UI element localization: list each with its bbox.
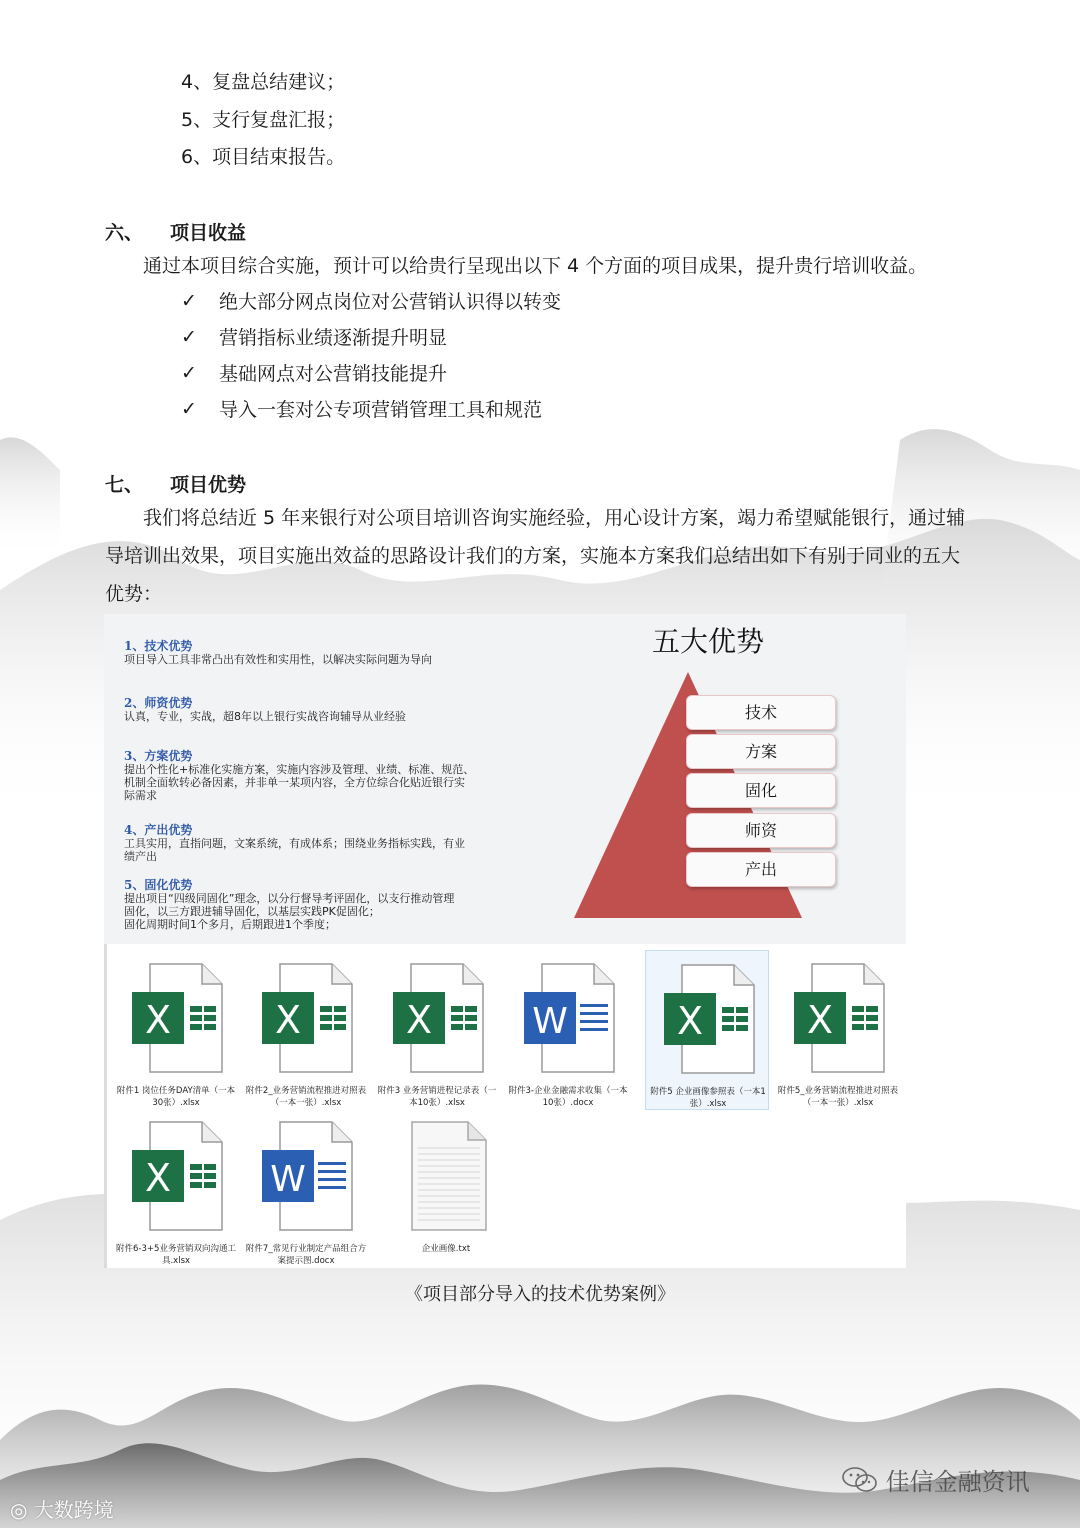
advantage-text: 际需求 bbox=[124, 789, 157, 802]
check-item: 导入一套对公专项营销管理工具和规范 bbox=[219, 399, 543, 421]
advantage-text: 机制全面软转必备因素，并非单一某项内容，全方位综合化贴近银行实 bbox=[124, 776, 465, 789]
pyramid-tier: 固化 bbox=[686, 773, 836, 808]
section-title: 项目优势 bbox=[170, 474, 247, 496]
logo-icon: ◎ bbox=[10, 1498, 34, 1522]
file-item[interactable] bbox=[114, 950, 238, 1110]
excel-file-icon bbox=[660, 963, 756, 1075]
advantage-text: 固化，以三方跟进辅导固化，以基层实践PK促固化； bbox=[124, 905, 380, 918]
advantage-item bbox=[124, 824, 554, 863]
svg-text:W: W bbox=[270, 1159, 306, 1200]
five-advantages-figure bbox=[104, 614, 906, 944]
check-item: 营销指标业绩逐渐提升明显 bbox=[219, 327, 448, 349]
panel-title: 五大优势 bbox=[652, 625, 765, 658]
checkmark-icon: ✓ bbox=[181, 362, 197, 384]
file-item-selected[interactable] bbox=[645, 950, 769, 1110]
section-number: 七、 bbox=[105, 474, 144, 496]
excel-file-icon bbox=[790, 962, 886, 1074]
section-number: 六、 bbox=[105, 222, 144, 244]
advantage-text: 绩产出 bbox=[124, 850, 157, 863]
svg-text:X: X bbox=[405, 998, 433, 1042]
file-name: 附件5 企业画像参照表（一本1张）.xlsx bbox=[650, 1087, 766, 1109]
file-item[interactable] bbox=[776, 950, 900, 1110]
advantage-text: 固化周期时间1个多月，后期跟进1个季度； bbox=[124, 918, 336, 931]
file-item[interactable] bbox=[384, 1108, 508, 1268]
svg-text:X: X bbox=[676, 999, 704, 1043]
figure-caption: 《项目部分导入的技术优势案例》 bbox=[405, 1284, 675, 1305]
advantage-item bbox=[124, 750, 554, 802]
pyramid-tier: 技术 bbox=[686, 695, 836, 730]
checkmark-icon: ✓ bbox=[181, 326, 197, 348]
advantage-title: 2、师资优势 bbox=[124, 696, 193, 710]
watermark-left bbox=[10, 1494, 114, 1523]
advantage-title: 1、技术优势 bbox=[124, 639, 193, 653]
check-item: 绝大部分网点岗位对公营销认识得以转变 bbox=[219, 291, 562, 313]
advantage-item bbox=[124, 640, 554, 666]
list-item: 5、支行复盘汇报； bbox=[181, 109, 346, 131]
svg-text:X: X bbox=[274, 998, 302, 1042]
advantage-text: 认真，专业，实战，超8年以上银行实战咨询辅导从业经验 bbox=[124, 710, 406, 723]
file-name: 附件7_常见行业制定产品组合方案提示图.docx bbox=[245, 1244, 367, 1266]
file-name: 附件5_业务营销流程推进对照表（一本一张）.xlsx bbox=[777, 1086, 899, 1108]
svg-text:X: X bbox=[806, 998, 834, 1042]
file-name: 附件3-企业金融需求收集（一本10张）.docx bbox=[508, 1086, 628, 1108]
advantage-text: 提出个性化+标准化实施方案，实施内容涉及管理、业绩、标准、规范、 bbox=[124, 763, 475, 776]
checkmark-icon: ✓ bbox=[181, 290, 197, 312]
paragraph-line: 导培训出效果，项目实施出效益的思路设计我们的方案，实施本方案我们总结出如下有别于同业的五大 bbox=[105, 545, 961, 567]
file-name: 附件1 岗位任务DAY清单（一本30张）.xlsx bbox=[116, 1086, 236, 1108]
advantage-text: 提出项目“四级同固化”理念，以分行督导考评固化，以支行推动管理 bbox=[124, 892, 455, 905]
file-name: 企业画像.txt bbox=[421, 1244, 471, 1254]
advantage-title: 4、产出优势 bbox=[124, 823, 193, 837]
watermark-right bbox=[842, 1462, 1030, 1500]
list-item: 6、项目结束报告。 bbox=[181, 146, 346, 168]
advantage-item bbox=[124, 697, 554, 723]
advantage-text: 工具实用，直指问题，文案系统，有成体系；围绕业务指标实践，有业 bbox=[124, 837, 465, 850]
word-file-icon bbox=[520, 962, 616, 1074]
advantage-title: 3、方案优势 bbox=[124, 749, 193, 763]
scrollbar bbox=[104, 944, 107, 1268]
svg-text:X: X bbox=[144, 1156, 172, 1200]
svg-text:X: X bbox=[144, 998, 172, 1042]
file-name: 附件3 业务营销进程记录表（一本10张）.xlsx bbox=[377, 1086, 497, 1108]
excel-file-icon bbox=[258, 962, 354, 1074]
file-item[interactable] bbox=[244, 1108, 368, 1268]
checkmark-icon: ✓ bbox=[181, 398, 197, 420]
file-item[interactable] bbox=[244, 950, 368, 1110]
pyramid-tier: 师资 bbox=[686, 813, 836, 848]
file-name: 附件2_业务营销流程推进对照表（一本一张）.xlsx bbox=[245, 1086, 367, 1108]
paragraph-line: 我们将总结近 5 年来银行对公项目培训咨询实施经验，用心设计方案，竭力希望赋能银行，通过辅 bbox=[143, 507, 966, 529]
pyramid-tier: 产出 bbox=[686, 852, 836, 887]
file-explorer-grid bbox=[104, 944, 906, 1268]
text-file-icon bbox=[398, 1120, 494, 1232]
section-intro: 通过本项目综合实施，预计可以给贵行呈现出以下 4 个方面的项目成果，提升贵行培训收益。 bbox=[143, 255, 928, 277]
file-item[interactable] bbox=[375, 950, 499, 1110]
wechat-icon bbox=[842, 1466, 878, 1500]
file-name: 附件6-3+5业务营销双向沟通工具.xlsx bbox=[116, 1244, 236, 1266]
excel-file-icon bbox=[128, 962, 224, 1074]
check-item: 基础网点对公营销技能提升 bbox=[219, 363, 448, 385]
excel-file-icon bbox=[128, 1120, 224, 1232]
pyramid-tier: 方案 bbox=[686, 734, 836, 769]
file-item[interactable] bbox=[114, 1108, 238, 1268]
advantage-title: 5、固化优势 bbox=[124, 878, 193, 892]
word-file-icon bbox=[258, 1120, 354, 1232]
watermark-text: 佳信金融资讯 bbox=[885, 1468, 1030, 1496]
excel-file-icon bbox=[389, 962, 485, 1074]
svg-text:W: W bbox=[532, 1001, 568, 1042]
section-title: 项目收益 bbox=[170, 222, 247, 244]
advantage-item bbox=[124, 879, 554, 931]
paragraph-line: 优势： bbox=[105, 583, 163, 605]
watermark-text: 大数跨境 bbox=[33, 1498, 114, 1522]
list-item: 4、复盘总结建议； bbox=[181, 71, 346, 93]
file-item[interactable] bbox=[506, 950, 630, 1110]
advantage-text: 项目导入工具非常凸出有效性和实用性，以解决实际问题为导向 bbox=[124, 653, 432, 666]
